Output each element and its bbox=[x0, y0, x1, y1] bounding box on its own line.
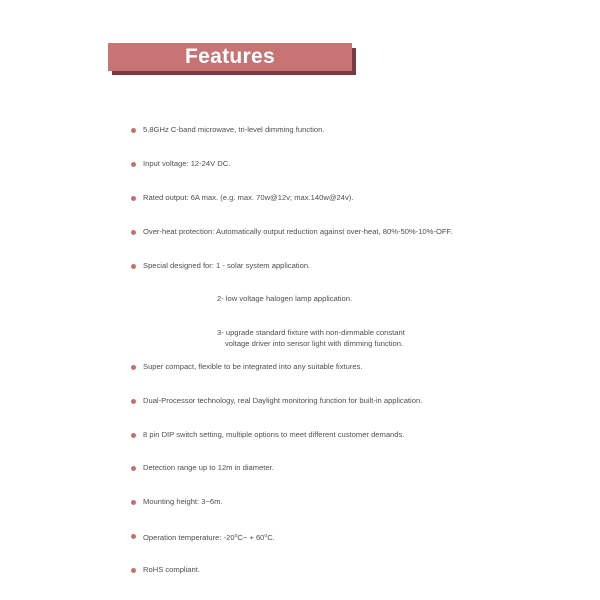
bullet-icon bbox=[131, 162, 136, 167]
list-item: Super compact, flexible to be integrated into any suitable fixtures. bbox=[131, 362, 363, 372]
list-item: Over-heat protection: Automatically output reduction against over-heat, 80%-50%-10%-OFF. bbox=[131, 227, 452, 237]
temperature-suffix: C. bbox=[267, 533, 275, 542]
bullet-icon bbox=[131, 534, 136, 539]
bullet-icon bbox=[131, 433, 136, 438]
list-item: Input voltage: 12-24V DC. bbox=[131, 159, 230, 169]
bullet-icon bbox=[131, 568, 136, 573]
list-item: Mounting height: 3~6m. bbox=[131, 497, 223, 507]
bullet-icon bbox=[131, 264, 136, 269]
degree-symbol: o bbox=[234, 533, 238, 539]
bullet-icon bbox=[131, 399, 136, 404]
list-item: Dual-Processor technology, real Daylight monitoring function for built-in application. bbox=[131, 396, 422, 406]
list-item-temperature bbox=[131, 531, 275, 543]
list-item: Rated output: 6A max. (e.g. max. 70w@12v; max.140w@24v). bbox=[131, 193, 353, 203]
list-item: Special designed for: 1 - solar system application. bbox=[131, 261, 310, 271]
bullet-icon bbox=[131, 466, 136, 471]
temperature-mid: C~ + 60 bbox=[237, 533, 265, 542]
sub-list-item-continuation: voltage driver into sensor light with dimming function. bbox=[225, 339, 404, 348]
list-item: 5.8GHz C-band microwave, tri-level dimming function. bbox=[131, 125, 324, 135]
sub-list-item: 2- low voltage halogen lamp application. bbox=[217, 294, 353, 303]
list-item: Detection range up to 12m in diameter. bbox=[131, 463, 274, 473]
list-item: 8 pin DIP switch setting, multiple options to meet different customer demands. bbox=[131, 430, 404, 440]
list-item: RoHS compliant. bbox=[131, 565, 200, 575]
bullet-icon bbox=[131, 128, 136, 133]
temperature-prefix: Operation temperature: -20 bbox=[143, 533, 235, 542]
bullet-icon bbox=[131, 230, 136, 235]
bullet-icon bbox=[131, 196, 136, 201]
bullet-icon bbox=[131, 365, 136, 370]
degree-symbol: o bbox=[264, 533, 268, 539]
page-title: Features bbox=[185, 45, 275, 68]
bullet-icon bbox=[131, 500, 136, 505]
sub-list-item: 3- upgrade standard fixture with non-dimmable constant bbox=[217, 328, 405, 337]
